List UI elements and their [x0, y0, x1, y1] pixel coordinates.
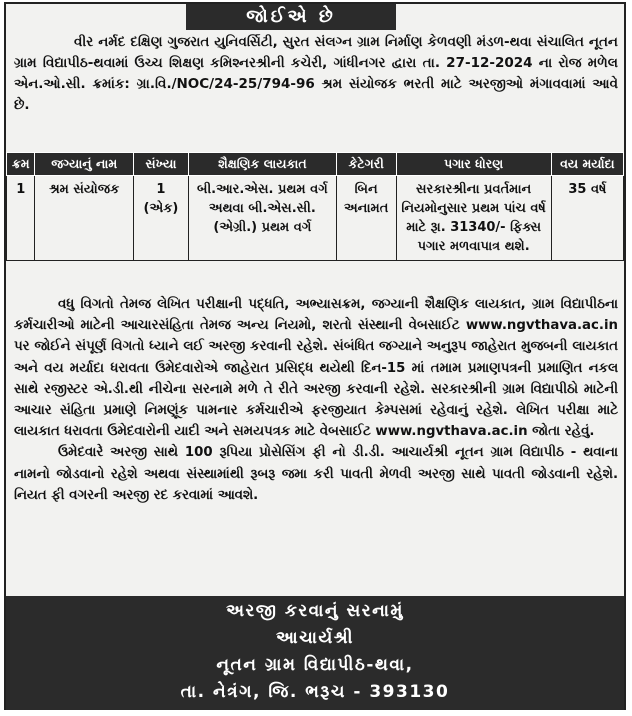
address-principal: આચાર્યશ્રી — [275, 628, 355, 648]
details-paragraph: વધુ વિગતો તેમજ લેખિત પરીક્ષાની પદ્ધતિ, અભ્યાસક્રમ, જગ્યાની શૈક્ષણિક લાયકાત, ગ્રામ વિદ્યાપીઠના કર્મચારીઓ માટેની આચારસંહિતા તેમજ અન્ય નિયમો, શરતો સંસ્થાની વેબસાઈટ www.ngvthava.ac.in પર જોઈને સંપૂર્ણ વિગતો ધ્યાને લઈ અરજી કરવાની રહેશે. સંબંધિત જગ્યાને અનુરૂપ જાહેરાત મુજબની લાયકાત અને વય મર્યાદા ધરાવતા ઉમેદવારોએ જાહેરાત પ્રસિદ્ધ થયેથી દિન-15 માં તમામ પ્રમાણપત્રની પ્રમાણિત નકલ સાથે રજીસ્ટર એ.ડી.થી નીચેના સરનામે મળે તે રીતે અરજી કરવાની રહેશે. સરકારશ્રીની ગ્રામ વિદ્યાપીઠો માટેની આચાર સંહિતા પ્રમાણે નિમણૂંક પામનાર કર્મચારીએ ફરજીયાત કેમ્પસમાં રહેવાનું રહેશે. લેખિત પરીક્ષા માટે લાયકાત ધરાવતા ઉમેદવારોની યાદી અને સમયપત્રક માટે વેબસાઈટ www.ngvthava.ac.in જોતા રહેવું. — [14, 297, 618, 440]
table-row — [7, 176, 624, 261]
header-pay: પગાર ધોરણ — [396, 153, 551, 176]
header-category: કેટેગરી — [336, 153, 396, 176]
header-qualification: શૈક્ષણિક લાયકાત — [188, 153, 336, 176]
cell-category: બિન અનામત — [336, 176, 396, 261]
intro-text: વીર નર્મદ દક્ષિણ ગુજરાત યુનિવર્સિટી, સુરત સંલગ્ન ગ્રામ નિર્માણ કેળવણી મંડળ-થવા સંચાલિત નૂતન ગ્રામ વિદ્યાપીઠ-થવામાં ઉચ્ચ શિક્ષણ કમિશ્નરશ્રીની કચેરી, ગાંધીનગર દ્વારા તા. 27-12-2024 ના રોજ મળેલ એન.ઓ.સી. ક્રમાંક: ગ્રા.વિ./NOC/24-25/794-96 શ્રમ સંયોજક ભરતી માટે અરજીઓ મંગાવવામાં આવે છે. — [14, 34, 618, 113]
cell-count: 1 (એક) — [133, 176, 188, 261]
header-count: સંખ્યા — [133, 153, 188, 176]
cell-sr: 1 — [7, 176, 35, 261]
address-footer — [6, 596, 624, 710]
address-location: તા. નેત્રંગ, જિ. ભરૂચ - 393130 — [180, 682, 450, 702]
posts-table — [6, 152, 624, 261]
details-section — [14, 294, 618, 506]
table-header-row — [7, 153, 624, 176]
address-institution: નૂતન ગ્રામ વિદ્યાપીઠ-થવા, — [216, 655, 414, 675]
cell-qualification: બી.આર.એસ. પ્રથમ વર્ગ અથવા બી.એસ.સી. (એગ્રી.) પ્રથમ વર્ગ — [188, 176, 336, 261]
header-post: જગ્યાનું નામ — [35, 153, 133, 176]
cell-age: 35 વર્ષ — [551, 176, 623, 261]
banner-title: જોઈએ છે — [186, 4, 396, 30]
advertisement — [4, 2, 626, 710]
address-heading: અરજી કરવાનું સરનામું — [226, 601, 404, 621]
header-age: વય મર્યાદા — [551, 153, 623, 176]
header-sr: ક્રમ — [7, 153, 35, 176]
cell-post: શ્રમ સંયોજક — [35, 176, 133, 261]
fee-paragraph: ઉમેદવારે અરજી સાથે 100 રૂપિયા પ્રોસેસિંગ ફી નો ડી.ડી. આચાર્યશ્રી નૂતન ગ્રામ વિદ્યાપીઠ - થવાના નામનો જોડવાનો રહેશે અથવા સંસ્થામાંથી રૂબરૂ જમા કરી પાવતી મેળવી અરજી સાથે પાવતી જોડવાની રહેશે. નિયત ફી વગરની અરજી રદ કરવામાં આવશે. — [14, 445, 618, 503]
cell-pay: સરકારશ્રીના પ્રવર્તમાન નિયમોનુસાર પ્રથમ પાંચ વર્ષ માટે રૂા. 31340/- ફિક્સ પગાર મળવાપાત્ર થશે. — [396, 176, 551, 261]
